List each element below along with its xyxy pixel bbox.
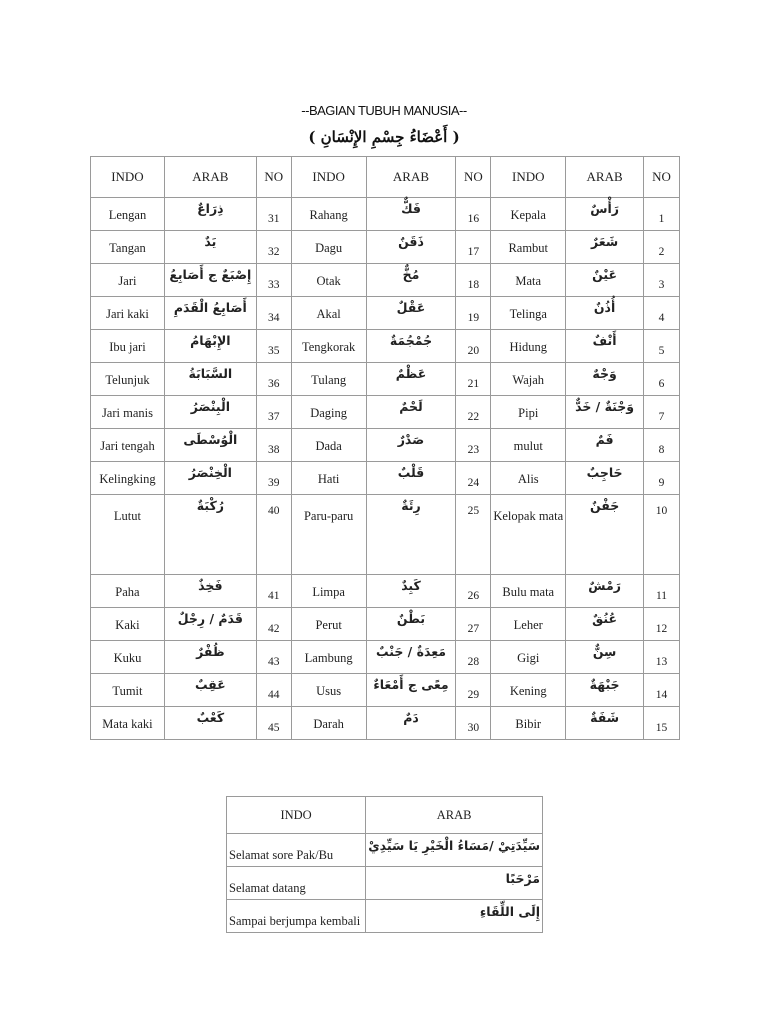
table-header-row: [91, 157, 680, 198]
header-arab: ARAB: [366, 797, 543, 834]
table-row: [91, 641, 680, 674]
number-cell: 45: [256, 707, 291, 740]
arab-cell: جَفْنٌ: [566, 495, 644, 575]
indo-cell: Tengkorak: [291, 330, 366, 363]
number-cell: 7: [644, 396, 680, 429]
number-cell: 37: [256, 396, 291, 429]
number-cell: 29: [456, 674, 491, 707]
number-cell: 23: [456, 429, 491, 462]
greetings-table: [226, 796, 543, 933]
number-cell: 8: [644, 429, 680, 462]
greeting-arab-cell: مَرْحَبًا: [366, 867, 543, 900]
number-cell: 3: [644, 264, 680, 297]
arab-cell: صَدْرٌ: [366, 429, 456, 462]
indo-cell: Paru-paru: [291, 495, 366, 575]
indo-cell: Ibu jari: [91, 330, 165, 363]
body-parts-table-body: [91, 198, 680, 740]
arab-cell: كَبِدٌ: [366, 575, 456, 608]
indo-cell: Telunjuk: [91, 363, 165, 396]
arab-cell: كَعْبٌ: [164, 707, 256, 740]
arab-cell: السَّبَابَةُ: [164, 363, 256, 396]
arab-cell: وَجْهٌ: [566, 363, 644, 396]
number-cell: 21: [456, 363, 491, 396]
number-cell: 41: [256, 575, 291, 608]
arab-cell: رَمْشٌ: [566, 575, 644, 608]
greeting-arab-cell: سَيِّدَتِيْ /مَسَاءُ الْخَيْرِ يَا سَيِّدِيْ: [366, 834, 543, 867]
table-row: [227, 834, 543, 867]
indo-cell: Jari tengah: [91, 429, 165, 462]
arab-cell: أَصَابِعُ الْقَدَمِ: [164, 297, 256, 330]
indo-cell: Limpa: [291, 575, 366, 608]
table-row: [91, 429, 680, 462]
number-cell: 33: [256, 264, 291, 297]
indo-cell: Tumit: [91, 674, 165, 707]
number-cell: 12: [644, 608, 680, 641]
indo-cell: Kepala: [491, 198, 566, 231]
indo-cell: Telinga: [491, 297, 566, 330]
greeting-indo-cell: Selamat sore Pak/Bu: [227, 834, 366, 867]
table-row: [91, 297, 680, 330]
arab-cell: عَظْمٌ: [366, 363, 456, 396]
number-cell: 2: [644, 231, 680, 264]
indo-cell: Tulang: [291, 363, 366, 396]
number-cell: 24: [456, 462, 491, 495]
number-cell: 20: [456, 330, 491, 363]
number-cell: 31: [256, 198, 291, 231]
number-cell: 26: [456, 575, 491, 608]
number-cell: 38: [256, 429, 291, 462]
arab-cell: عَقْلٌ: [366, 297, 456, 330]
table-row: [227, 867, 543, 900]
indo-cell: Kaki: [91, 608, 165, 641]
indo-cell: Hidung: [491, 330, 566, 363]
table-header-row: [227, 797, 543, 834]
arab-cell: الْبِنْصَرُ: [164, 396, 256, 429]
number-cell: 4: [644, 297, 680, 330]
indo-cell: Usus: [291, 674, 366, 707]
number-cell: 17: [456, 231, 491, 264]
arab-cell: جَبْهَةٌ: [566, 674, 644, 707]
arab-cell: بَطْنٌ: [366, 608, 456, 641]
arab-cell: دَمٌ: [366, 707, 456, 740]
number-cell: 39: [256, 462, 291, 495]
number-cell: 6: [644, 363, 680, 396]
number-cell: 22: [456, 396, 491, 429]
table-row: [227, 900, 543, 933]
indo-cell: Akal: [291, 297, 366, 330]
indo-cell: Lutut: [91, 495, 165, 575]
indo-cell: Rahang: [291, 198, 366, 231]
header-indo: INDO: [91, 157, 165, 198]
number-cell: 43: [256, 641, 291, 674]
arab-cell: لَحْمٌ: [366, 396, 456, 429]
table-row: [91, 396, 680, 429]
arab-cell: الإِبْهَامُ: [164, 330, 256, 363]
header-arab: ARAB: [366, 157, 456, 198]
arab-cell: يَدٌ: [164, 231, 256, 264]
indo-cell: Kuku: [91, 641, 165, 674]
header-arab: ARAB: [164, 157, 256, 198]
number-cell: 19: [456, 297, 491, 330]
indo-cell: Kelingking: [91, 462, 165, 495]
arab-cell: قَلْبٌ: [366, 462, 456, 495]
number-cell: 1: [644, 198, 680, 231]
indo-cell: Bibir: [491, 707, 566, 740]
arab-cell: فَمٌ: [566, 429, 644, 462]
arab-cell: الْوُسْطَى: [164, 429, 256, 462]
indo-cell: Rambut: [491, 231, 566, 264]
indo-cell: Mata kaki: [91, 707, 165, 740]
indo-cell: Darah: [291, 707, 366, 740]
number-cell: 42: [256, 608, 291, 641]
greetings-table-body: [227, 834, 543, 933]
arab-cell: مُخٌّ: [366, 264, 456, 297]
header-no: NO: [256, 157, 291, 198]
indo-cell: Otak: [291, 264, 366, 297]
arab-cell: رُكْبَةٌ: [164, 495, 256, 575]
indo-cell: Kelopak mata: [491, 495, 566, 575]
arab-cell: عَقِبٌ: [164, 674, 256, 707]
number-cell: 18: [456, 264, 491, 297]
number-cell: 36: [256, 363, 291, 396]
document-title: --BAGIAN TUBUH MANUSIA--: [301, 103, 467, 118]
number-cell: 34: [256, 297, 291, 330]
indo-cell: Jari manis: [91, 396, 165, 429]
arab-cell: فَخِذٌ: [164, 575, 256, 608]
indo-cell: Wajah: [491, 363, 566, 396]
document-subtitle-arabic: ( أَعْضَاءُ جِسْمِ الإِنْسَانِ ): [308, 128, 460, 146]
arab-cell: فَكٌّ: [366, 198, 456, 231]
arab-cell: الْخِنْصَرُ: [164, 462, 256, 495]
header-no: NO: [456, 157, 491, 198]
indo-cell: Hati: [291, 462, 366, 495]
table-row: [91, 608, 680, 641]
greeting-indo-cell: Sampai berjumpa kembali: [227, 900, 366, 933]
indo-cell: Kening: [491, 674, 566, 707]
body-parts-table: [90, 156, 680, 740]
indo-cell: Jari kaki: [91, 297, 165, 330]
number-cell: 40: [256, 495, 291, 575]
arab-cell: شَعَرٌ: [566, 231, 644, 264]
arab-cell: ظُفْرٌ: [164, 641, 256, 674]
header-indo: INDO: [227, 797, 366, 834]
indo-cell: Bulu mata: [491, 575, 566, 608]
number-cell: 14: [644, 674, 680, 707]
arab-cell: رِئَةٌ: [366, 495, 456, 575]
indo-cell: Perut: [291, 608, 366, 641]
indo-cell: Lengan: [91, 198, 165, 231]
arab-cell: ذِرَاعٌ: [164, 198, 256, 231]
table-row: [91, 707, 680, 740]
indo-cell: Mata: [491, 264, 566, 297]
number-cell: 44: [256, 674, 291, 707]
arab-cell: جُمْجُمَةٌ: [366, 330, 456, 363]
arab-cell: أُذُنٌ: [566, 297, 644, 330]
header-arab: ARAB: [566, 157, 644, 198]
indo-cell: Pipi: [491, 396, 566, 429]
table-row: [91, 330, 680, 363]
number-cell: 28: [456, 641, 491, 674]
number-cell: 35: [256, 330, 291, 363]
indo-cell: Leher: [491, 608, 566, 641]
header-indo: INDO: [491, 157, 566, 198]
arab-cell: قَدَمٌ / رِجْلٌ: [164, 608, 256, 641]
indo-cell: Dagu: [291, 231, 366, 264]
arab-cell: حَاجِبٌ: [566, 462, 644, 495]
arab-cell: عُنُقٌ: [566, 608, 644, 641]
indo-cell: Gigi: [491, 641, 566, 674]
arab-cell: مَعِدَةٌ / جَنْبٌ: [366, 641, 456, 674]
table-row: [91, 264, 680, 297]
arab-cell: شَفَةٌ: [566, 707, 644, 740]
number-cell: 27: [456, 608, 491, 641]
table-row: [91, 495, 680, 575]
table-row: [91, 198, 680, 231]
number-cell: 11: [644, 575, 680, 608]
arab-cell: رَأْسٌ: [566, 198, 644, 231]
arab-cell: عَيْنٌ: [566, 264, 644, 297]
table-row: [91, 363, 680, 396]
table-row: [91, 462, 680, 495]
arab-cell: ذَقَنٌ: [366, 231, 456, 264]
number-cell: 5: [644, 330, 680, 363]
number-cell: 16: [456, 198, 491, 231]
arab-cell: مِعًى ج أَمْعَاءٌ: [366, 674, 456, 707]
arab-cell: إِصْبَعٌ ج أَصَابِعُ: [164, 264, 256, 297]
greeting-indo-cell: Selamat datang: [227, 867, 366, 900]
indo-cell: Paha: [91, 575, 165, 608]
indo-cell: Alis: [491, 462, 566, 495]
indo-cell: Dada: [291, 429, 366, 462]
indo-cell: Daging: [291, 396, 366, 429]
indo-cell: Tangan: [91, 231, 165, 264]
header-indo: INDO: [291, 157, 366, 198]
table-row: [91, 231, 680, 264]
number-cell: 10: [644, 495, 680, 575]
header-no: NO: [644, 157, 680, 198]
number-cell: 9: [644, 462, 680, 495]
number-cell: 25: [456, 495, 491, 575]
indo-cell: Lambung: [291, 641, 366, 674]
table-row: [91, 674, 680, 707]
arab-cell: وَجْنَةٌ / خَدٌّ: [566, 396, 644, 429]
arab-cell: سِنٌّ: [566, 641, 644, 674]
arab-cell: أَنْفٌ: [566, 330, 644, 363]
table-row: [91, 575, 680, 608]
number-cell: 13: [644, 641, 680, 674]
indo-cell: Jari: [91, 264, 165, 297]
number-cell: 15: [644, 707, 680, 740]
greeting-arab-cell: إِلَى اللِّقَاءِ: [366, 900, 543, 933]
number-cell: 32: [256, 231, 291, 264]
number-cell: 30: [456, 707, 491, 740]
indo-cell: mulut: [491, 429, 566, 462]
